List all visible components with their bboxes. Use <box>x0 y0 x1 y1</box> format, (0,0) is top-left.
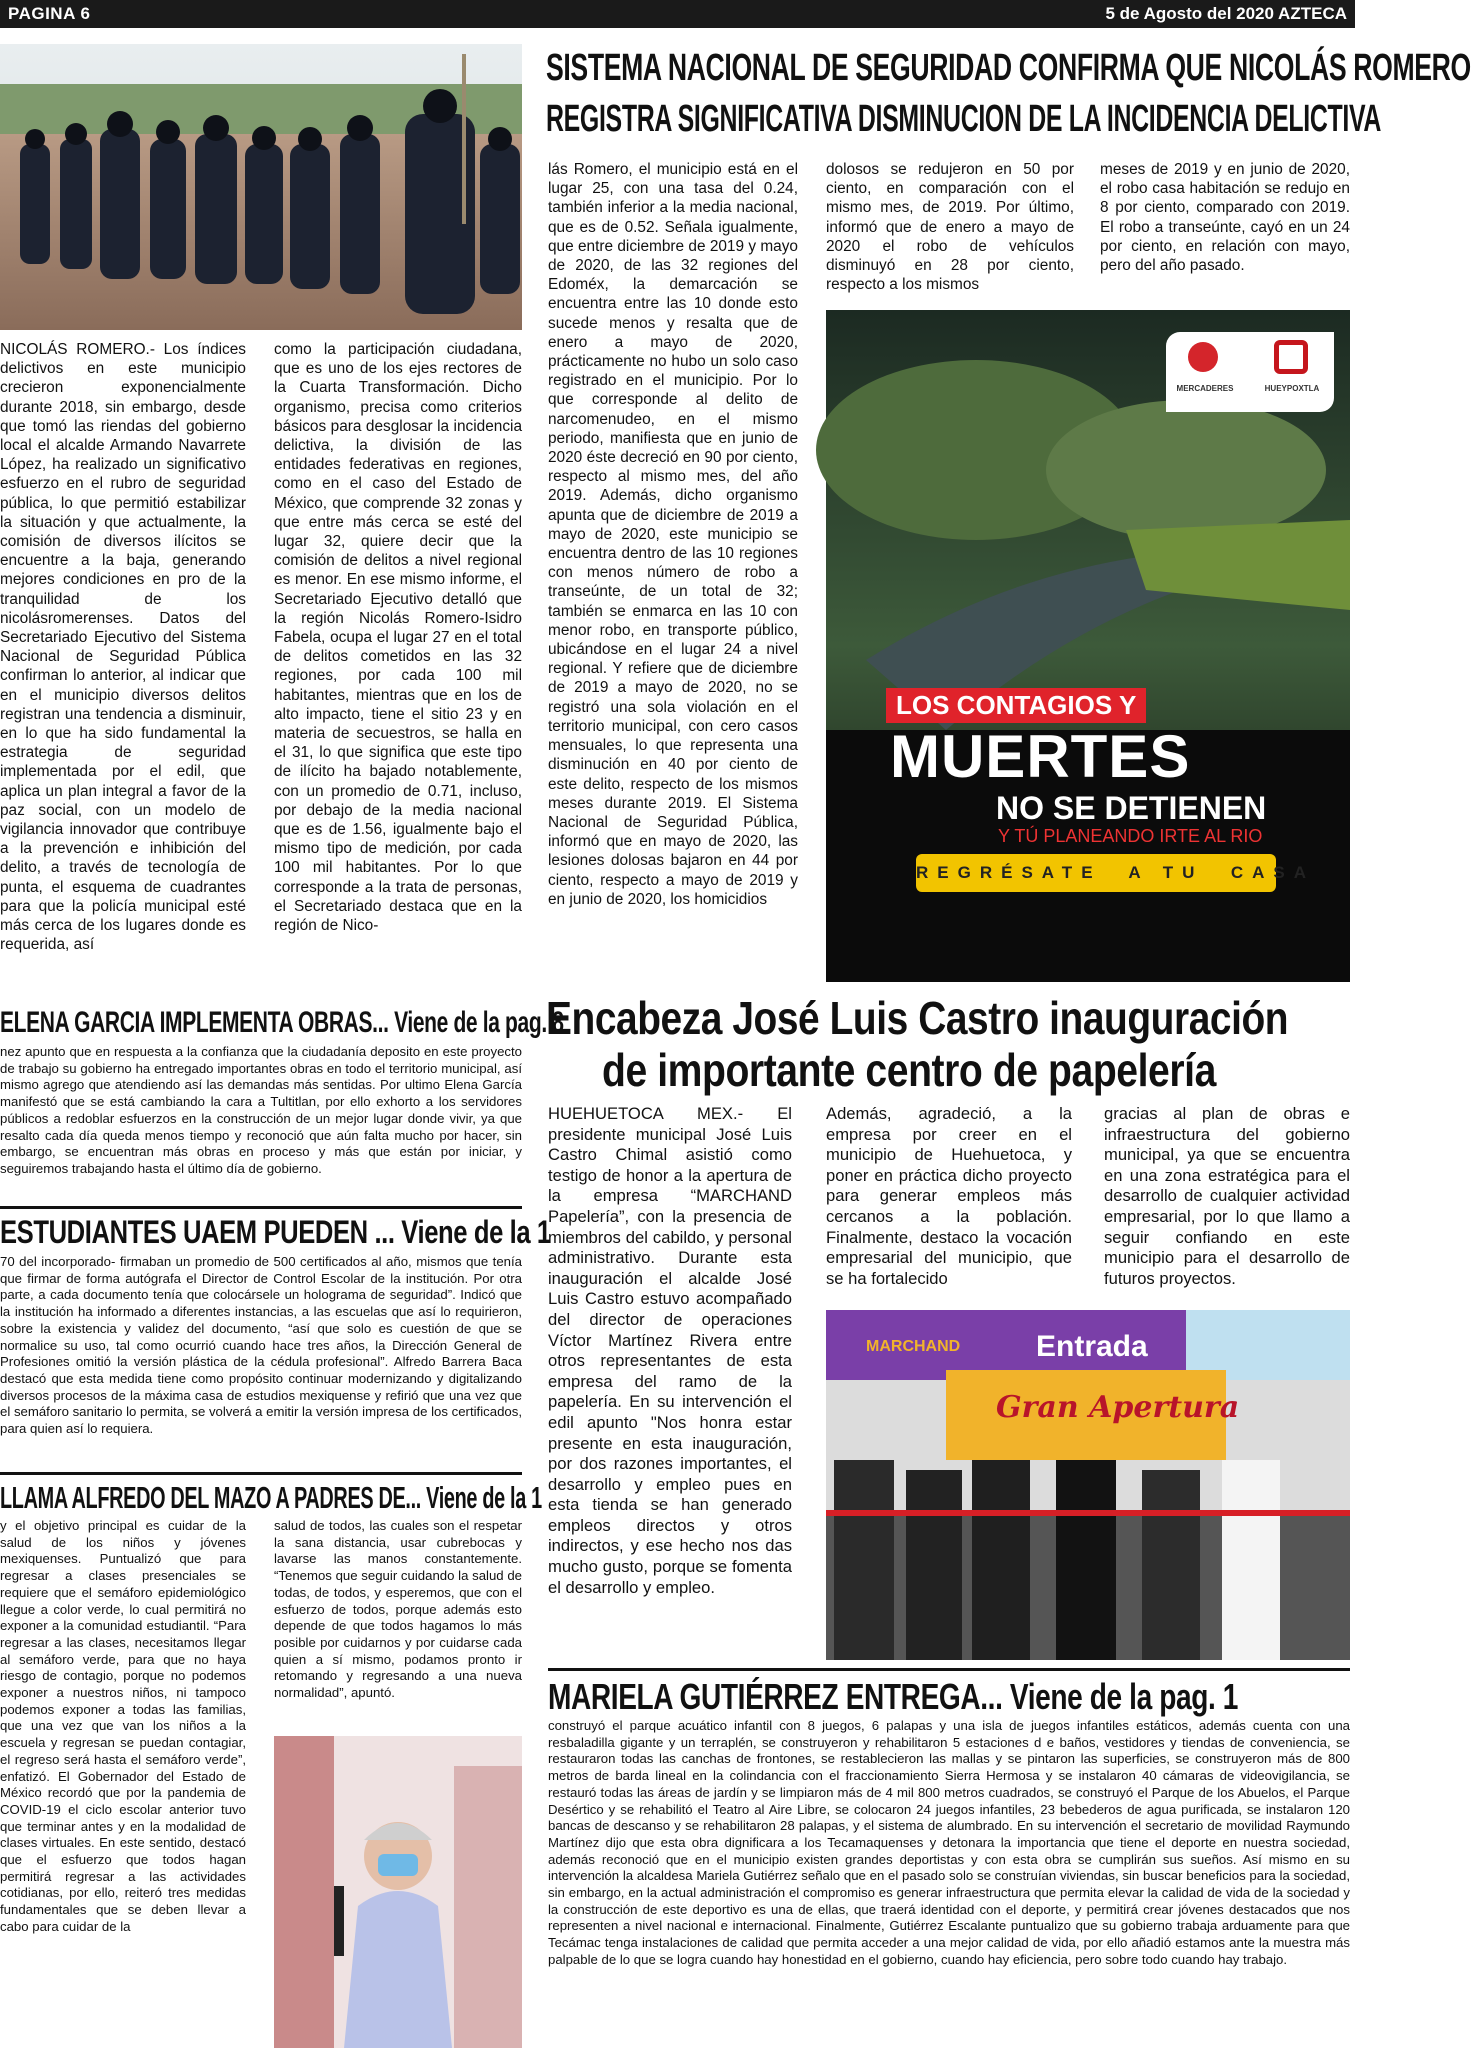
mariela-body: construyó el parque acuático infantil con 8 juegos, 6 palapas y una isla de juegos infantiles estáticos, además cuenta con una resbaladilla gigante y un terraplén, se construyeron y rehabilitaron 5 estaciones d e baños, vestidores y tiendas de conveniencia, se restauraron todas las canchas de frontones, se restablecieron las mallas y se pintaron las superficies, se construyeron más de 800 metros de barda lineal en la colindancia con el fraccionamiento Sierra Hermosa y se instalaron 40 cámaras de videovigilancia, se restauró todas las áreas de jardín y se limpiaron más de 4 mil 800 metros cuadrados, se construyó el Parque de los Abuelos, el Parque Desértico y se rehabilitó el Teatro al Aire Libre, se colocaron 24 juegos infantiles, 23 bebederos de agua purificada, se instalaron 120 bancas de descanso y se rehabilitaron 28 palapas, y el sistema de alumbrado. En su intervención el secretario de movilidad Raymundo Martínez dijo que esta obra dignificara a los Tecamaquenses y detonara la importancia que tiene el deporte en nuestra sociedad, además reconoció que en el municipio existen grandes deportistas y con esta obra se cumplirán sus sueños. Así mismo en su intervención la alcaldesa Mariela Gutiérrez señalo que en el pasado solo se construían viviendas, sin buscar beneficios para la sociedad, sin embargo, en la actual administración el compromiso es generar infraestructura que permita elevar la calidad de vida de la sociedad y la construcción de este deportivo es una de ellas, que traerá identidad con el deporte, y permitirá crear jóvenes destacados que nos representen a nivel nacional e internacional. Finalmente, Gutiérrez Escalante puntualizo que su gobierno trabaja arduamente para que Tecámac tenga instalaciones de calidad que permita acceder a una mejor calidad de vida, por ello añadió estamos ante la muestra más palpable de lo que se logra cuando hay honestidad en el gobierno, cuando hay eficiencia, pero sobre todo cuando hay trabajo. <box>548 1718 1350 1967</box>
mercaderes-logo-icon <box>1188 342 1218 372</box>
divider <box>0 1472 522 1475</box>
castro-column-1: HUEHUETOCA MEX.- El presidente municipal José Luis Castro Chimal asistió como testigo de honor a la apertura de la empresa “MARCHAND Papelería”, con la presencia de miembros del cabildo, y personal administrativo. Durante esta inauguración el alcalde José Luis Castro estuvo acompañado del director de operaciones Víctor Martínez Rivera entre otros representantes de esta empresa del ramo de la papelería. En su intervención el edil apunto "Nos honra estar presente en esta inauguración, por dos razones importantes, el desarrollo y empleo pues en esta tienda se han generado empleos directos y otros indirectos, y ese hecho nos das mucho gusto, porque se fomenta el desarrollo y empleo. <box>548 1104 792 1597</box>
date-label: 5 de Agosto del 2020 AZTECA <box>1105 4 1347 23</box>
hueypoxtla-logo-icon <box>1274 340 1308 374</box>
store-sign-entrada: Entrada <box>1036 1330 1148 1363</box>
hueypoxtla-logo-text: HUEYPOXTLA <box>1264 384 1320 393</box>
article1-title-line2: REGISTRA SIGNIFICATIVA DISMINUCION DE LA INCIDENCIA DELICTIVA <box>546 98 1382 140</box>
ad-line5: REGRÉSATE A TU CASA <box>916 854 1276 892</box>
delmazo-title: LLAMA ALFREDO DEL MAZO A PADRES DE... Viene de la 1 <box>0 1480 542 1515</box>
store-sign-marchand: MARCHAND <box>866 1338 961 1355</box>
mercaderes-logo-text: MERCADERES <box>1176 384 1234 393</box>
uaem-title: ESTUDIANTES UAEM PUEDEN ... Viene de la 1 <box>0 1214 551 1250</box>
ad-line3: NO SE DETIENEN <box>996 790 1267 826</box>
article1-column-3: lás Romero, el municipio está en el lugar 25, con una tasa del 0.24, también inferior a la media nacional, que es de 0.52. Señala igualmente, que entre diciembre de 2019 y mayo de 2020, de las 32 regiones del Edoméx, la demarcación se encuentra entre las 10 donde esto sucede menos y resalta que de enero a mayo de 2020, prácticamente no hubo un solo caso registrado en el municipio. Por lo que corresponde al delito de narcomenudeo, en el mismo periodo, manifiesta que en junio de 2020 éste decreció en 90 por ciento, respecto al mismo mes, del año 2019. Además, dicho organismo apunta que de diciembre de 2019 a mayo de 2020, este municipio se encuentra dentro de las 10 regiones con menos número de robo a transeúnte, de un total de 32; también se enmarca en las 10 con menor robo, en transporte público, ubicándose en el lugar 24 a nivel regional. Y refiere que de diciembre de 2019 a mayo de 2020, no se registró una sola violación en el territorio municipal, con cero casos mensuales, lo que representa una disminución en 40 por ciento de este delito, respecto de los mismos meses durante 2019. El Sistema Nacional de Seguridad Pública, informó que en mayo de 2020, las lesiones dolosas bajaron en 44 por ciento, respecto a mayo de 2019 y en junio de 2020, los homicidios <box>548 161 798 908</box>
article1-column-1: NICOLÁS ROMERO.- Los índices delictivos en este municipio crecieron exponencialmente durante 2018, sin embargo, desde que tomó las riendas del gobierno local el alcalde Armando Navarrete López, ha realizado un significativo esfuerzo en el rubro de seguridad pública, lo que permitió estabilizar la situación y que actualmente, la comisión de diversos ilícitos se encuentre a la baja, generando mejores condiciones en pro de la tranquilidad de los nicolásromerenses. Datos del Secretariado Ejecutivo del Sistema Nacional de Seguridad Pública confirman lo anterior, al indicar que en el municipio diversos delitos registran una tendencia a disminuir, en lo que ha sido fundamental la estrategia de seguridad implementada por el edil, que aplica un plan integral a favor de la paz social, con un modelo de vigilancia innovador que contribuye a la prevención e inhibición del delito, a través de tecnología de punta, el esquema de cuadrantes para que la policía municipal esté más cerca de los lugares donde es requerida, así <box>0 341 246 954</box>
castro-headline <box>546 992 1350 1096</box>
police-parade-photo <box>0 44 522 330</box>
castro-title-line2: de importante centro de papelería <box>602 1044 1216 1096</box>
divider <box>548 1668 1350 1671</box>
governor-photo <box>274 1736 522 2048</box>
article1-column-5: meses de 2019 y en junio de 2020, el robo casa habitación se redujo en 8 por ciento, comparado con 2019. El robo a transeúnte, cayó en un 24 por ciento, en relación con mayo, pero del año pasado. <box>1100 161 1350 275</box>
ad-line4: Y TÚ PLANEANDO IRTE AL RIO <box>998 826 1263 846</box>
article1-headline <box>546 44 1471 156</box>
article1-title-line1: SISTEMA NACIONAL DE SEGURIDAD CONFIRMA QUE NICOLÁS ROMERO <box>546 47 1471 89</box>
article1-column-2: como la participación ciudadana, que es uno de los ejes rectores de la Cuarta Transformación. Dicho organismo, precisa como criterios básicos para desglosar la incidencia delictiva, la división de las entidades federativas en regiones, como en el caso del Estado de México, que comprende 32 zonas y que entre más cerca se esté del lugar 32, quiere decir que la comisión de delitos a nivel regional es menor. En ese mismo informe, el Secretariado Ejecutivo detalló que la región Nicolás Romero-Isidro Fabela, ocupa el lugar 27 en el total de delitos cometidos en las 32 regiones, por cada 100 mil habitantes, mientras que en los de alto impacto, tiene el sitio 23 y en materia de secuestros, se halla en el 31, lo que significa que este tipo de ilícito ha bajado notablemente, con un promedio de 0.71, incluso, por debajo de la media nacional que es de 1.56, igualmente bajo el mismo tipo de medición, por cada 100 mil habitantes. Por lo que corresponde a la trata de personas, el Secretariado destaca que en la región de Nico- <box>274 341 522 935</box>
page-header <box>0 0 1355 28</box>
ad-line2: MUERTES <box>890 723 1191 790</box>
article1-column-4: dolosos se redujeron en 50 por ciento, en comparación con el mismo mes, de 2019. Por último, informó que de enero a mayo de 2020 el robo de vehículos disminuyó en 28 por ciento, respecto a los mismos <box>826 161 1074 294</box>
store-banner-gran-apertura: Gran Apertura <box>996 1390 1240 1425</box>
uaem-body: 70 del incorporado- firmaban un promedio de 500 certificados al año, mismos que tenía que firmar de forma autógrafa el Director de Control Escolar de la institución. Por otra parte, a cada documento tenía que colocársele un holograma de seguridad”. Indicó que la institución ha informado a diferentes instancias, a las escuelas que así lo requirieron, sobre la existencia y validez del documento, “así que solo es cuestión de que se normalice su uso, tal como ocurrió cuando hace tres años, la Dirección General de Profesiones omitió la versión plástica de la cédula profesional”. Alfredo Barrera Baca destacó que esta medida tiene como propósito continuar modernizando y digitalizando diversos procesos de la máxima casa de estudios mexiquense y refirió que una vez que el semáforo sanitario lo permita, se volverá a emitir la versión impresa de los certificados, para quien así lo requiera. <box>0 1254 522 1437</box>
delmazo-column-2: salud de todos, las cuales son el respetar la sana distancia, usar cubrebocas y lavarse las manos constantemente. “Tenemos que seguir cuidando la salud de todas, de todos, y esperemos, que con el esfuerzo de todos, porque además esto depende de que todos hagamos lo más posible por cuidarnos y por cuidarse cada quien a sí mismo, podamos pronto ir retomando y regresando a una nueva normalidad”, apuntó. <box>274 1518 522 1701</box>
ad-logos <box>1166 332 1334 412</box>
elena-title: ELENA GARCIA IMPLEMENTA OBRAS... Viene de la pag. 8 <box>0 1006 564 1039</box>
ad-line1: LOS CONTAGIOS Y <box>886 688 1146 723</box>
elena-body: nez apunto que en respuesta a la confianza que la ciudadanía deposito en este proyecto de trabajo su gobierno ha entregado importantes obras en todo el territorio municipal, así mismo agrego que atendiendo así las demandas más sentidas. Por ultimo Elena García manifestó que se está cambiando la cara a Tultitlan, por ello exhorto a los servidores públicos a redoblar esfuerzos en la construcción de un mejor lugar donde vivir, ya que resalto cada día queda menos tiempo y reconoció que aún falta mucho por hacer, sin embargo, se encuentran más obras en proceso y más que están por iniciar, y seguiremos trabajando hasta el último día de gobierno. <box>0 1044 522 1176</box>
page-label: PAGINA 6 <box>8 4 91 23</box>
castro-title-line1: Encabeza José Luis Castro inauguración <box>546 992 1289 1044</box>
delmazo-column-1: y el objetivo principal es cuidar de la salud de los niños y jóvenes mexiquenses. Puntualizó que para regresar a clases presenciales se requiere que el semáforo epidemiológico llegue a color verde, lo cual permitirá no exponer a la comunidad estudiantil. “Para regresar a las clases, necesitamos llegar al semáforo verde, para que no haya riesgo de contagio, porque no podemos exponer a nuestros niños, ni tampoco podemos exponer a todas las familias, que una vez que van los niños a la escuela y regresan se puedan contagiar, el regreso será hasta el semáforo verde”, enfatizó. El Gobernador del Estado de México recordó que por la pandemia de COVID-19 el ciclo escolar anterior tuvo que terminar antes y en la modalidad de clases virtuales. En este sentido, destacó que el esfuerzo que todos hagan permitirá regresar a las actividades cotidianas, por ello, reiteró tres medidas fundamentales que se deben llevar a cabo para cuidar de la <box>0 1518 246 1934</box>
divider <box>0 1206 522 1209</box>
mariela-title: MARIELA GUTIÉRREZ ENTREGA... Viene de la pag. 1 <box>548 1676 1239 1717</box>
store-opening-photo <box>826 1310 1350 1660</box>
castro-column-3: gracias al plan de obras e infraestructura del gobierno municipal, ya que se encuentra en una zona estratégica para el desarrollo de cualquier actividad empresarial, por lo que llamo a seguir confiando en este municipio para el desarrollo de futuros proyectos. <box>1104 1104 1350 1288</box>
castro-column-2: Además, agradeció, a la empresa por creer en el municipio de Huehuetoca, y poner en práctica dicho proyecto para generar empleos más cercanos a la población. Finalmente, destaco la vocación empresarial del municipio, que se ha fortalecido <box>826 1104 1072 1288</box>
covid-ad <box>826 310 1350 982</box>
